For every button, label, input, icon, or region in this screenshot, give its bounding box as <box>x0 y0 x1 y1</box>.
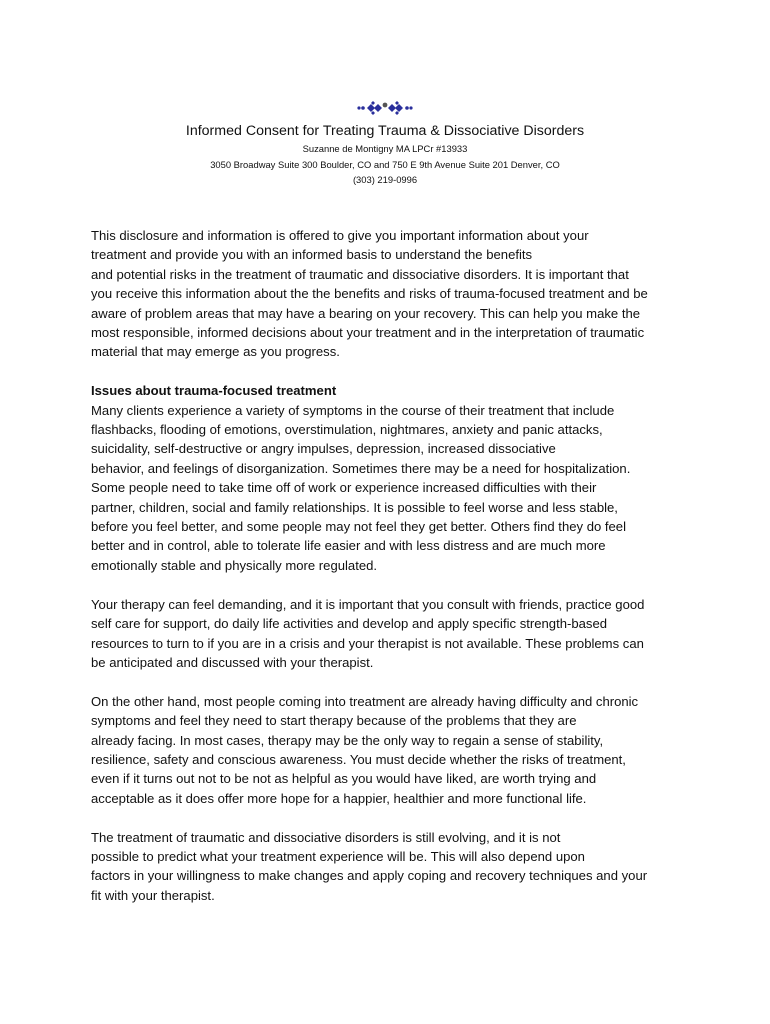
text-line: resources to turn to if you are in a crisis and your therapist is not available. These problems can <box>91 635 644 651</box>
text-line: aware of problem areas that may have a bearing on your recovery. This can help you make the <box>91 305 641 321</box>
evolving-paragraph <box>91 828 691 906</box>
office-address: 3050 Broadway Suite 300 Boulder, CO and 750 E 9th Avenue Suite 201 Denver, CO <box>210 158 560 170</box>
text-line: suicidality, self-destructive or angry impulses, depression, increased dissociative <box>91 441 556 457</box>
text-line: On the other hand, most people coming into treatment are already having difficulty and chronic <box>91 693 639 709</box>
text-line: resilience, safety and conscious awareness. You must decide whether the risks of treatment, <box>91 751 626 767</box>
text-line: behavior, and feelings of disorganization. Sometimes there may be a need for hospitalization. <box>91 460 631 476</box>
text-line: treatment and provide you with an informed basis to understand the benefits <box>91 247 533 263</box>
text-line: be anticipated and discussed with your therapist. <box>91 654 374 670</box>
phone-number: (303) 219-0996 <box>352 174 418 185</box>
intro-paragraph <box>91 226 691 362</box>
text-line: and potential risks in the treatment of traumatic and dissociative disorders. It is important that <box>91 266 629 282</box>
decorative-ornament-icon <box>355 98 415 116</box>
text-line: possible to predict what your treatment experience will be. This will also depend upon <box>91 848 585 864</box>
text-line: symptoms and feel they need to start therapy because of the problems that they are <box>91 713 577 729</box>
text-line: Some people need to take time off of work or experience increased difficulties with their <box>91 480 597 496</box>
text-line: emotionally stable and physically more regulated. <box>91 557 378 573</box>
text-line: flashbacks, flooding of emotions, overstimulation, nightmares, anxiety and panic attacks, <box>91 422 603 438</box>
text-line: before you feel better, and some people may not feel they get better. Others find they do feel <box>91 519 627 535</box>
text-line: Many clients experience a variety of symptoms in the course of their treatment that include <box>91 402 615 418</box>
text-line: fit with your therapist. <box>91 887 215 903</box>
author-name: Suzanne de Montigny MA LPCr #13933 <box>302 143 468 154</box>
document-body <box>91 226 691 925</box>
text-line: even if it turns out not to be not as helpful as you would have liked, are worth trying and <box>91 771 597 787</box>
demanding-paragraph <box>91 595 691 673</box>
text-line: Your therapy can feel demanding, and it is important that you consult with friends, practice good <box>91 596 645 612</box>
text-line: factors in your willingness to make changes and apply coping and recovery techniques and your <box>91 868 648 884</box>
text-line: better and in control, able to tolerate life easier and with less distress and are much more <box>91 538 606 554</box>
text-line: already facing. In most cases, therapy may be the only way to regain a sense of stability, <box>91 732 604 748</box>
text-line: self care for support, do daily life activities and develop and apply specific strength-based <box>91 616 608 632</box>
issues-section <box>91 381 691 575</box>
text-line: This disclosure and information is offered to give you important information about your <box>91 228 589 243</box>
text-line: most responsible, informed decisions about your treatment and in the interpretation of traumatic <box>91 325 645 341</box>
document-header <box>0 121 770 188</box>
text-line: partner, children, social and family relationships. It is possible to feel worse and less stable, <box>91 499 618 515</box>
text-line: acceptable as it does offer more hope for a happier, healthier and more functional life. <box>91 790 587 806</box>
other-hand-paragraph <box>91 692 691 808</box>
text-line: you receive this information about the the benefits and risks of trauma-focused treatment and be <box>91 286 648 302</box>
document-title: Informed Consent for Treating Trauma & Dissociative Disorders <box>185 123 585 139</box>
text-line: The treatment of traumatic and dissociative disorders is still evolving, and it is not <box>91 829 561 845</box>
text-line: material that may emerge as you progress. <box>91 344 340 360</box>
section-heading: Issues about trauma-focused treatment <box>91 383 337 399</box>
